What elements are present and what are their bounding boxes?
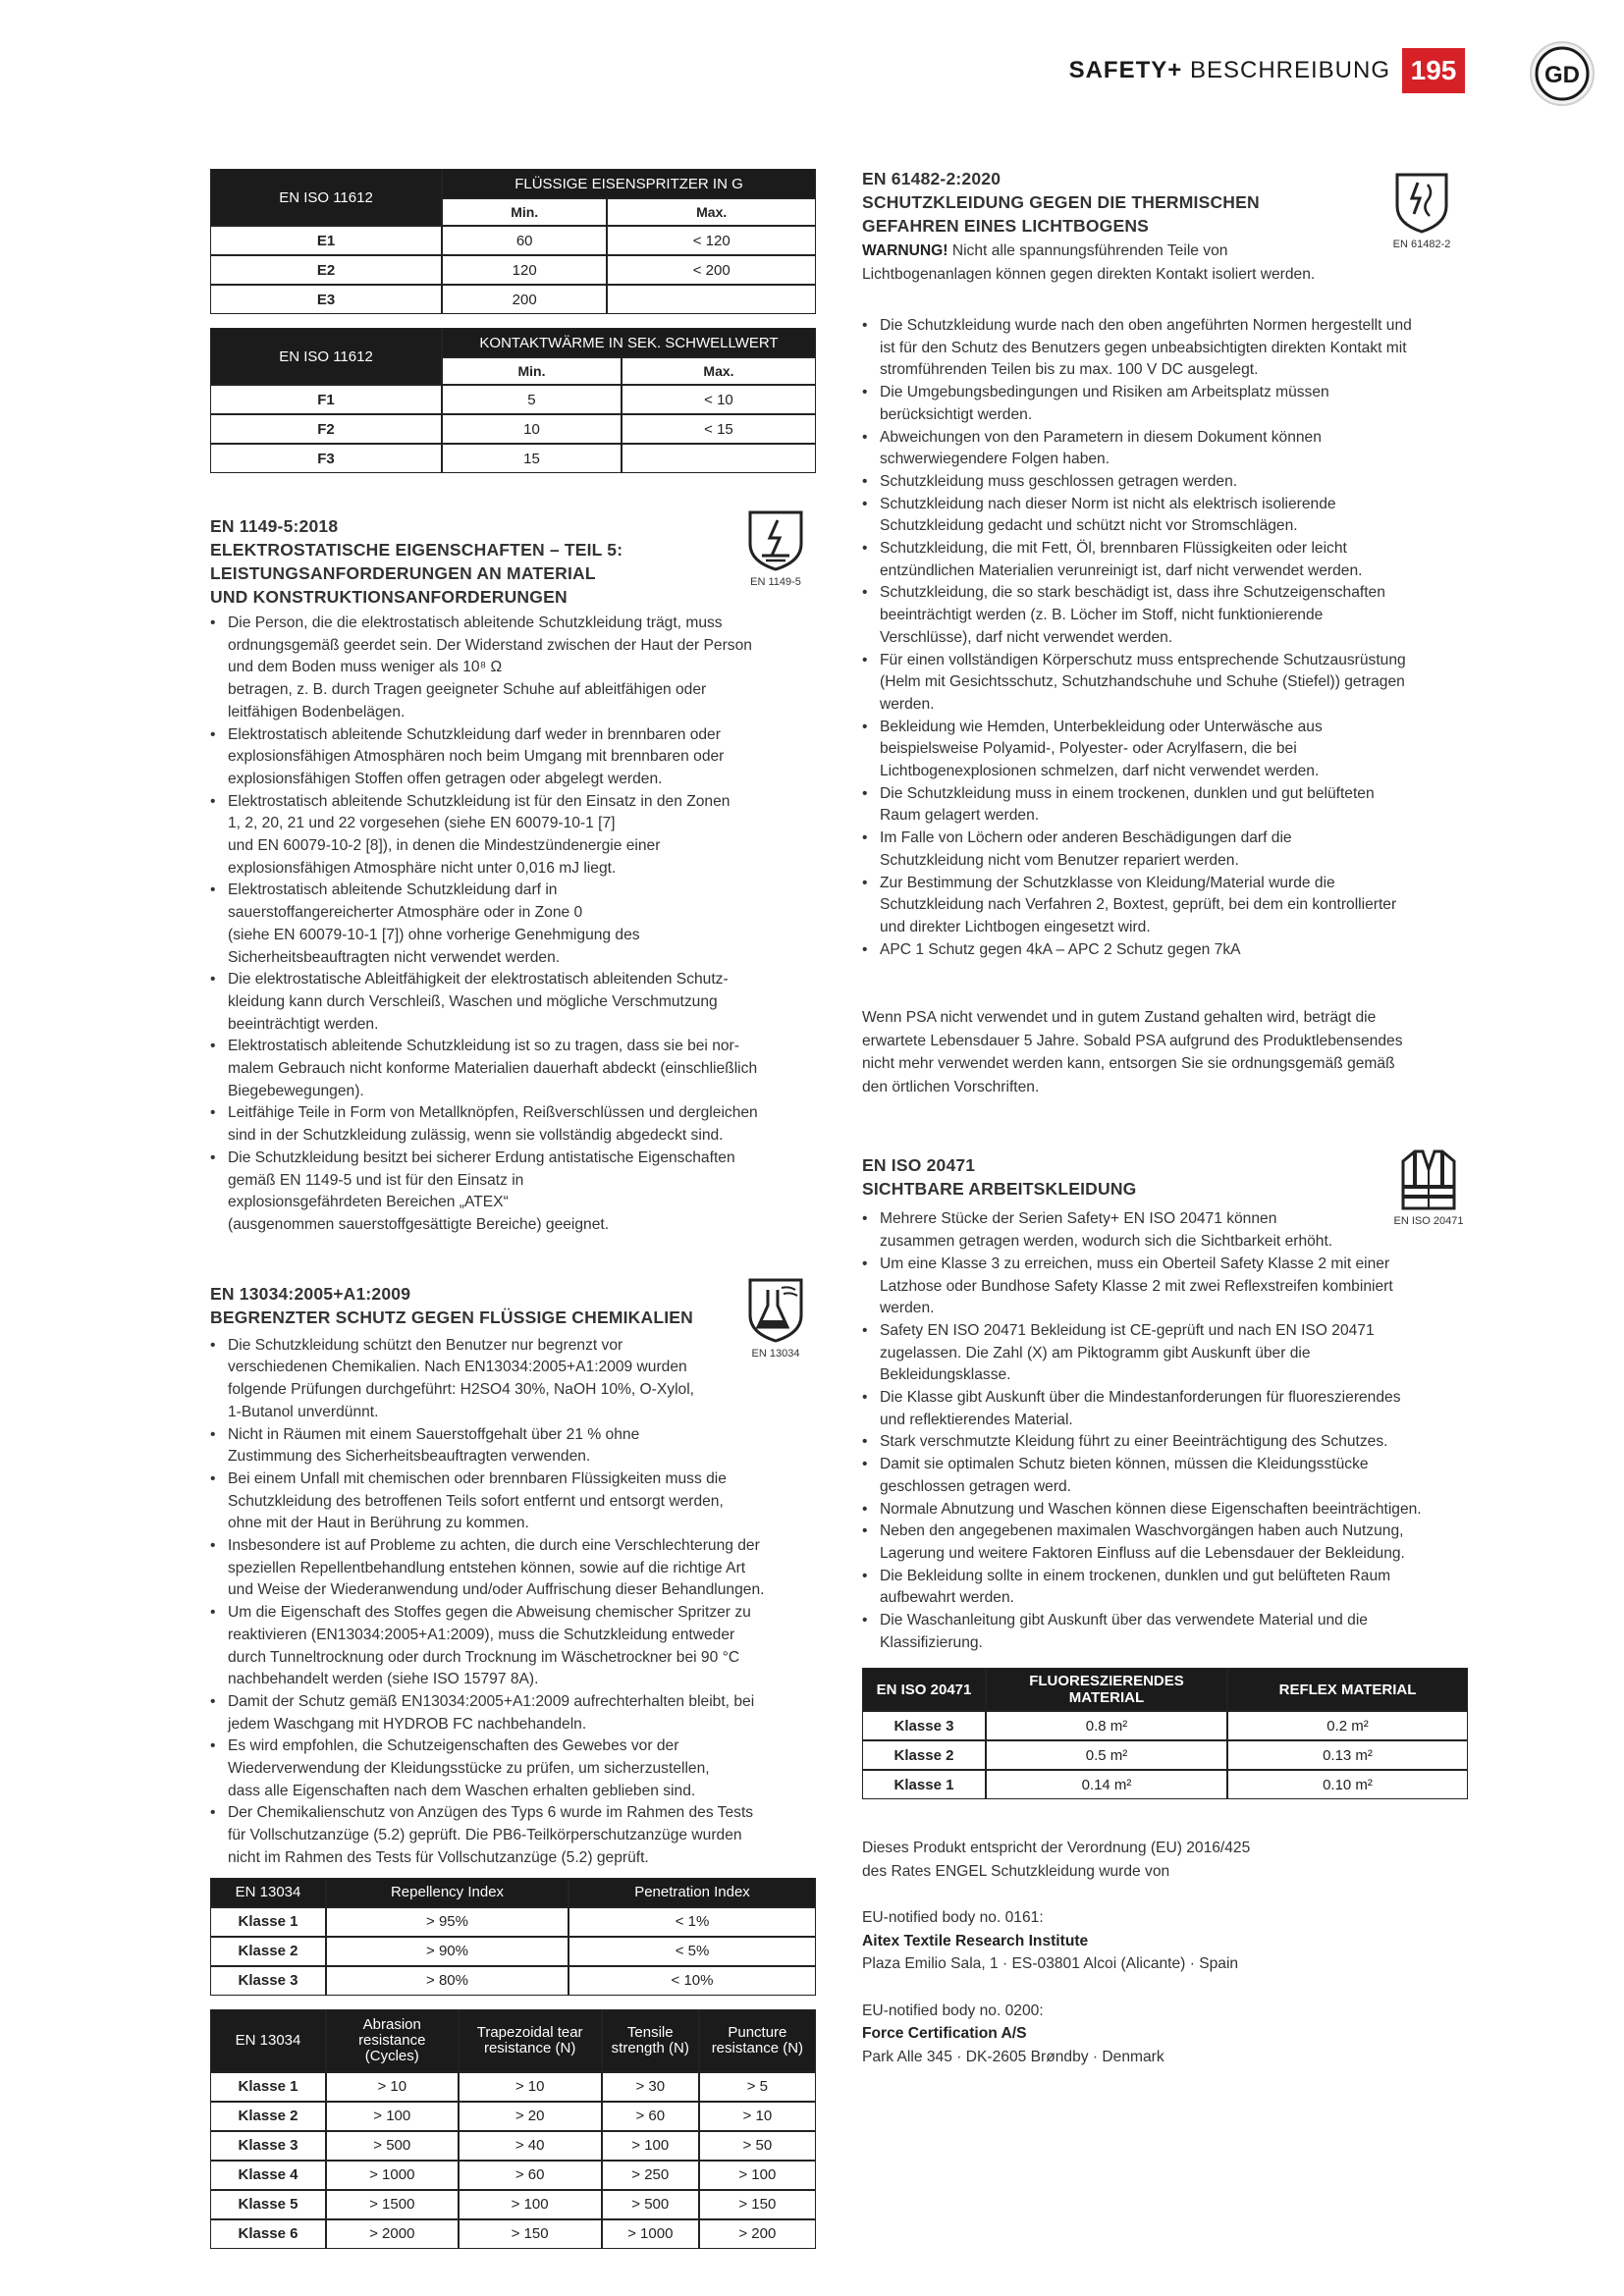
section-en13034 [210, 1282, 816, 1870]
list-item: • Mehrere Stücke der Serien Safety+ EN ISO 20471 können zusammen getragen werden, wodurch sich die Sichtbarkeit erhöht. [862, 1208, 1471, 1253]
list-item: • Für einen vollständigen Körperschutz muss entsprechende Schutzausrüstung (Helm mit Gesichtsschutz, Schutzhandschuhe und Schuhe (Stiefel)) getragen werden. [862, 650, 1471, 717]
table-row: Klasse 5 > 1500 > 100 > 500 > 150 [210, 2190, 816, 2219]
list-item: • Um eine Klasse 3 zu erreichen, muss ein Oberteil Safety Klasse 2 mit einer Latzhose oder Bundhose Safety Klasse 2 mit zwei Reflexstreifen kombiniert werden. [862, 1254, 1471, 1320]
table-row: Klasse 2 > 100 > 20 > 60 > 10 [210, 2102, 816, 2131]
table-row: F1 5 < 10 [210, 385, 816, 414]
e-table-max-header: Max. [607, 198, 816, 226]
section-heading: EN 61482-2:2020 SCHUTZKLEIDUNG GEGEN DIE THERMISCHEN GEFAHREN EINES LICHTBOGENS [862, 169, 1260, 236]
f-table-min-header: Min. [442, 357, 622, 385]
f-table-group: KONTAKTWÄRME IN SEK. SCHWELLWERT [442, 328, 816, 357]
list-item: • Die Schutzkleidung muss in einem trockenen, dunklen und gut belüfteten Raum gelagert werden. [862, 783, 1471, 828]
section-en20471 [862, 1153, 1471, 1654]
list-item: • Die Schutzkleidung besitzt bei sicherer Erdung antistatische Eigenschaften gemäß EN 1149-5 und ist für den Einsatz in explosionsgefährdeten Bereichen „ATEX“ (ausgenommen sauerstoffgesättigte Bereiche) geeignet. [210, 1148, 816, 1237]
list-item: • Safety EN ISO 20471 Bekleidung ist CE-geprüft und nach EN ISO 20471 zugelassen. Die Zahl (X) am Piktogramm gibt Auskunft über die Bekleidungsklasse. [862, 1320, 1471, 1387]
warning-text: WARNUNG! Nicht alle spannungsführenden Teile von Lichtbogenanlagen können gegen direkten Kontakt isoliert werden. [862, 242, 1316, 283]
list-item: • Stark verschmutzte Kleidung führt zu einer Beeinträchtigung des Schutzes. [862, 1431, 1471, 1454]
list-item: • Schutzkleidung nach dieser Norm ist nicht als elektrisch isolierende Schutzkleidung gedacht und schützt nicht vor Stromschlägen. [862, 494, 1471, 538]
list-item: • Neben den angegebenen maximalen Waschvorgängen haben auch Nutzung, Lagerung und weitere Faktoren Einfluss auf die Lebensdauer der Bekleidung. [862, 1521, 1471, 1565]
pictogram-en13034: EN 13034 [741, 1276, 810, 1360]
table-row: F2 10 < 15 [210, 414, 816, 444]
list-item: • Insbesondere ist auf Probleme zu achten, die durch eine Verschlechterung der speziellen Repellentbehandlung entstehen können, sowie auf die richtige Art und Weise der Wiederanwendung und/oder Auffrischung dieser Behandlungen. [210, 1535, 816, 1602]
table-row: Klasse 6 > 2000 > 150 > 1000 > 200 [210, 2219, 816, 2249]
repellency-table: EN 13034 Repellency Index Penetration Index Klasse 1 > 95% < 1% Klasse 2 > 90% < 5% Klasse 3 > 80% < 10% [210, 1878, 816, 1996]
list-item: • Um die Eigenschaft des Stoffes gegen die Abweisung chemischer Spritzer zu reaktivieren (EN13034:2005+A1:2009), muss die Schutzkleidung entweder durch Tunneltrocknung oder durch Trocknung im Wäschetrockner bei 90 °C nachbehandelt werden (siehe ISO 15797 8A). [210, 1602, 816, 1691]
e-table [210, 169, 816, 314]
list-item: • Nicht in Räumen mit einem Sauerstoffgehalt über 21 % ohne Zustimmung des Sicherheitsbeauftragten verwenden. [210, 1424, 816, 1468]
list-item: • Elektrostatisch ableitende Schutzkleidung darf weder in brennbaren oder explosionsfähigen Atmosphären noch beim Umgang mit brennbaren oder explosionsfähigen Stoffen offen getragen oder abgelegt werden. [210, 724, 816, 791]
right-column [862, 167, 1471, 2068]
list-item: • Damit der Schutz gemäß EN13034:2005+A1:2009 aufrechterhalten bleibt, bei jedem Waschgang mit HYDROB FC nachbehandeln. [210, 1691, 816, 1735]
f-table-max-header: Max. [622, 357, 816, 385]
list-item: • Es wird empfohlen, die Schutzeigenschaften des Gewebes vor der Wiederverwendung der Kleidungsstücke zu prüfen, um sicherzustellen, dass alle Eigenschaften nach dem Waschen erhalten geblieben sind. [210, 1735, 816, 1802]
bullet-list [210, 1335, 816, 1870]
list-item: • Schutzkleidung muss geschlossen getragen werden. [862, 471, 1471, 494]
bullet-list [210, 613, 816, 1237]
table-row: Klasse 3 0.8 m² 0.2 m² [862, 1711, 1468, 1740]
list-item: • Schutzkleidung, die mit Fett, Öl, brennbaren Flüssigkeiten oder leicht entzündlichen Materialien verunreinigt ist, darf nicht verwendet werden. [862, 538, 1471, 582]
left-column [210, 169, 816, 2249]
list-item: • APC 1 Schutz gegen 4kA – APC 2 Schutz gegen 7kA [862, 939, 1471, 962]
table-row: Klasse 3 > 500 > 40 > 100 > 50 [210, 2131, 816, 2161]
list-item: • Elektrostatisch ableitende Schutzkleidung darf in sauerstoffangereicherter Atmosphäre oder in Zone 0 (siehe EN 60079-10-1 [7]) ohne vorherige Genehmigung des Sicherheitsbeauftragten nicht verwendet werden. [210, 880, 816, 969]
pictogram-en1149: EN 1149-5 [741, 508, 810, 588]
list-item: • Bekleidung wie Hemden, Unterbekleidung oder Unterwäsche aus beispielsweise Polyamid-, Polyester- oder Acrylfasern, die bei Lichtbogenexplosionen schmelzen, darf nicht verwendet werden. [862, 717, 1471, 783]
hi-vis-vest-icon [1397, 1148, 1460, 1212]
f-table-norm: EN ISO 11612 [210, 328, 442, 385]
table-row: Klasse 2 > 90% < 5% [210, 1937, 816, 1966]
table-row: Klasse 1 > 10 > 10 > 30 > 5 [210, 2072, 816, 2102]
conformity-text: Dieses Produkt entspricht der Verordnung (EU) 2016/425 des Rates ENGEL Schutzkleidung wurde von [862, 1840, 1251, 1880]
page-header-title: SAFETY+ BESCHREIBUNG [1068, 57, 1390, 83]
gd-logo-icon [1528, 39, 1597, 108]
table-row: E3 200 [210, 285, 816, 314]
e-table-norm: EN ISO 11612 [210, 169, 442, 226]
list-item: • Elektrostatisch ableitende Schutzkleidung ist für den Einsatz in den Zonen 1, 2, 20, 21 und 22 vorgesehen (siehe EN 60079-10-1 [7] und EN 60079-10-2 [8]), in denen die Mindestzündenergie einer explosionsfähigen Atmosphäre nicht unter 0,016 mJ liegt. [210, 791, 816, 881]
section-heading: EN 1149-5:2018 ELEKTROSTATISCHE EIGENSCHAFTEN – TEIL 5: LEISTUNGSANFORDERUNGEN AN MATERIAL UND KONSTRUKTIONSANFORDERUNGEN [210, 516, 623, 607]
e-table-group: FLÜSSIGE EISENSPRITZER IN G [442, 169, 816, 198]
list-item: • Die Schutzkleidung schützt den Benutzer nur begrenzt vor verschiedenen Chemikalien. Nach EN13034:2005+A1:2009 wurden folgende Prüfungen durchgeführt: H2SO4 30%, NaOH 10%, O-Xylol, 1-Butanol unverdünnt. [210, 1335, 816, 1424]
f-table [210, 328, 816, 473]
list-item: • Die elektrostatische Ableitfähigkeit der elektrostatisch ableitenden Schutz- kleidung kann durch Verschleiß, Waschen und mögliche Verschmutzung beeinträchtigt werden. [210, 969, 816, 1036]
bullet-list [862, 315, 1471, 961]
hi-vis-table: EN ISO 20471 FLUORESZIERENDES MATERIAL REFLEX MATERIAL Klasse 3 0.8 m² 0.2 m² Klasse 2 0.5 m² 0.13 m² Klasse 1 0.14 m² 0.10 m² [862, 1668, 1468, 1799]
table-row: Klasse 1 0.14 m² 0.10 m² [862, 1770, 1468, 1799]
list-item: • Zur Bestimmung der Schutzklasse von Kleidung/Material wurde die Schutzkleidung nach Verfahren 2, Boxtest, geprüft, bei dem ein kontrollierter und direkter Lichtbogen eingesetzt wird. [862, 873, 1471, 939]
list-item: • Bei einem Unfall mit chemischen oder brennbaren Flüssigkeiten muss die Schutzkleidung des betroffenen Teils sofort entfernt und entsorgt werden, ohne mit der Haut in Berührung zu kommen. [210, 1468, 816, 1535]
list-item: • Die Schutzkleidung wurde nach den oben angeführten Normen hergestellt und ist für den Schutz des Benutzers gegen unbeabsichtigten direkten Kontakt mit stromführenden Teilen bis zu max. 100 V DC ausgelegt. [862, 315, 1471, 382]
table-row: F3 15 [210, 444, 816, 473]
mechanical-table: EN 13034 Abrasion resistance (Cycles) Trapezoidal tear resistance (N) Tensile strength (N) Puncture resistance (N) Klasse 1 > 10 > 10 > 30 > 5 Klasse 2 > 100 > 20 > 60 > 10 Klasse 3 > 500 > 40 > 100 > 50 Klasse 4 > 1000 > 60 > 250 > 100 Klasse 5 > 1500 > 100 > 500 > 150 Klasse 6 > 2000 > 150 > 1000 > 200 [210, 2009, 816, 2249]
list-item: • Die Person, die die elektrostatisch ableitende Schutzkleidung trägt, muss ordnungsgemäß geerdet sein. Der Widerstand zwischen der Haut der Person und dem Boden muss weniger als 10⁸ Ω betragen, z. B. durch Tragen geeigneter Schuhe auf ableitfähigen oder leitfähigen Bodenbelägen. [210, 613, 816, 724]
table-row: Klasse 2 0.5 m² 0.13 m² [862, 1740, 1468, 1770]
list-item: • Im Falle von Löchern oder anderen Beschädigungen darf die Schutzkleidung nicht vom Benutzer repariert werden. [862, 828, 1471, 872]
notified-body-0161: EU-notified body no. 0161: Aitex Textile Research Institute Plaza Emilio Sala, 1 · ES-03801 Alcoi (Alicante) · Spain [862, 1909, 1239, 1973]
list-item: • Schutzkleidung, die so stark beschädigt ist, dass ihre Schutzeigenschaften beeinträchtigt werden (z. B. Löcher im Stoff, nicht funktionierende Verschlüsse), darf nicht verwendet werden. [862, 582, 1471, 649]
electrostatic-icon [744, 508, 807, 573]
table-row: Klasse 1 > 95% < 1% [210, 1907, 816, 1937]
list-item: • Der Chemikalienschutz von Anzügen des Typs 6 wurde im Rahmen des Tests für Vollschutzanzüge (5.2) geprüft. Die PB6-Teilkörperschutzanzüge wurden nicht im Rahmen des Tests für Vollschutzanzüge (5.2) geprüft. [210, 1802, 816, 1869]
list-item: • Normale Abnutzung und Waschen können diese Eigenschaften beeinträchtigen. [862, 1499, 1471, 1522]
list-item: • Leitfähige Teile in Form von Metallknöpfen, Reißverschlüssen und dergleichen sind in der Schutzkleidung zulässig, wenn sie vollständig abgedeckt sind. [210, 1102, 816, 1147]
bullet-list [862, 1208, 1471, 1654]
pictogram-en61482: EN 61482-2 [1384, 171, 1459, 250]
section-en1149 [210, 514, 816, 1237]
list-item: • Damit sie optimalen Schutz bieten können, müssen die Kleidungsstücke geschlossen getragen werd. [862, 1454, 1471, 1498]
electric-arc-icon [1392, 171, 1451, 236]
section-heading: EN 13034:2005+A1:2009 BEGRENZTER SCHUTZ GEGEN FLÜSSIGE CHEMIKALIEN [210, 1283, 694, 1327]
list-item: • Die Klasse gibt Auskunft über die Mindestanforderungen für fluoreszierendes und reflektierendes Material. [862, 1387, 1471, 1431]
table-row: E2 120 < 200 [210, 255, 816, 285]
e-table-min-header: Min. [442, 198, 607, 226]
section-en61482 [862, 167, 1471, 961]
list-item: • Abweichungen von den Parametern in diesem Dokument können schwerwiegendere Folgen haben. [862, 427, 1471, 471]
svg-text:GD: GD [1544, 62, 1580, 88]
table-row: Klasse 3 > 80% < 10% [210, 1966, 816, 1996]
list-item: • Elektrostatisch ableitende Schutzkleidung ist so zu tragen, dass sie bei nor- malem Gebrauch nicht konforme Materialien dauerhaft abdeckt (einschließlich Biegebewegungen). [210, 1036, 816, 1102]
page-number: 195 [1402, 48, 1465, 93]
section-heading: EN ISO 20471 SICHTBARE ARBEITSKLEIDUNG [862, 1155, 1137, 1200]
table-row: Klasse 4 > 1000 > 60 > 250 > 100 [210, 2161, 816, 2190]
list-item: • Die Bekleidung sollte in einem trockenen, dunklen und gut belüfteten Raum aufbewahrt werden. [862, 1566, 1471, 1610]
lifetime-text: Wenn PSA nicht verwendet und in gutem Zustand gehalten wird, beträgt die erwartete Lebensdauer 5 Jahre. Sobald PSA aufgrund des Produktlebensendes nicht mehr verwendet werden kann, entsorgen Sie sie ordnungsgemäß gemäß den örtlichen Vorschriften. [862, 1009, 1403, 1095]
list-item: • Die Waschanleitung gibt Auskunft über das verwendete Material und die Klassifizierung. [862, 1610, 1471, 1654]
table-row: E1 60 < 120 [210, 226, 816, 255]
pictogram-en20471: EN ISO 20471 [1386, 1148, 1471, 1227]
notified-body-0200: EU-notified body no. 0200: Force Certification A/S Park Alle 345 · DK-2605 Brøndby · Denmark [862, 2002, 1164, 2065]
list-item: • Die Umgebungsbedingungen und Risiken am Arbeitsplatz müssen berücksichtigt werden. [862, 382, 1471, 426]
